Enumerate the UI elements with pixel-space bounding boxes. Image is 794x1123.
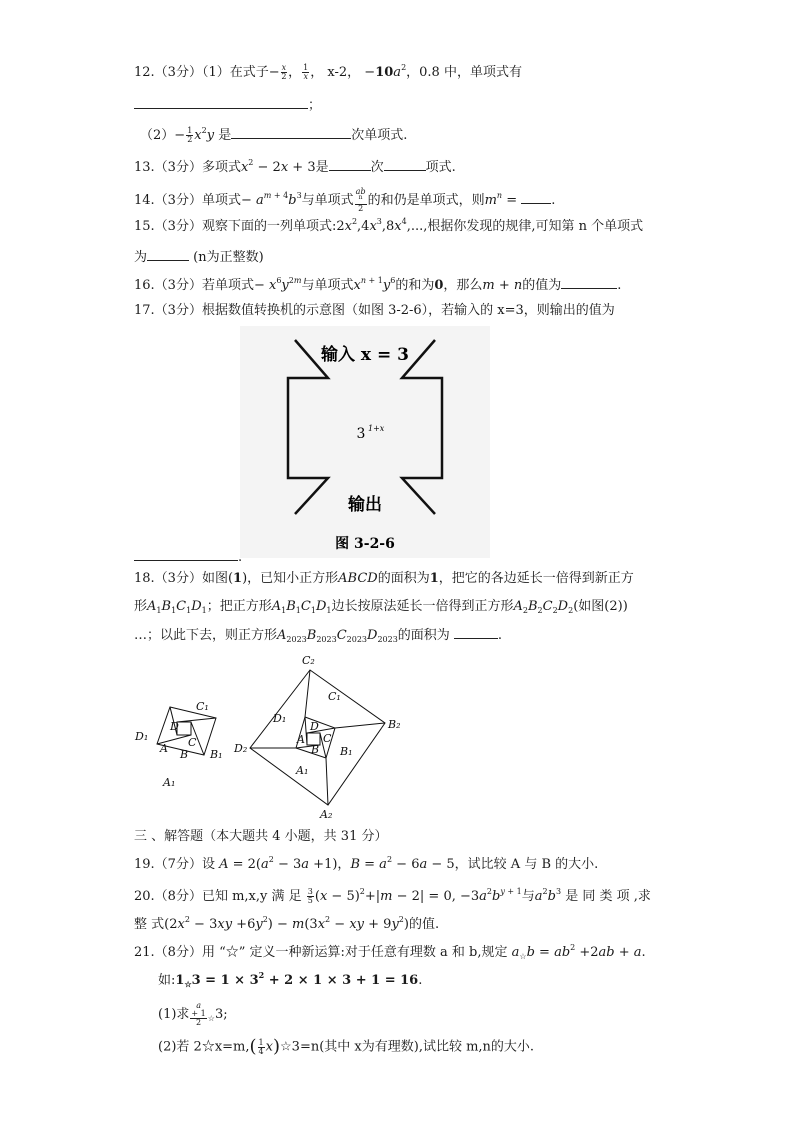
q15-blank[interactable] (147, 246, 189, 261)
q14: 14.（3分）单项式− $a^{m + 4}b^3$与单项式 ab $^n$ 2 的和仍是单项式，则$m^n$ = . (134, 187, 556, 213)
svg-text:C: C (323, 732, 332, 745)
q12-line1: 12.（3分）（1）在式子− $\frac{x}{2}$ ， $\frac{1}{x}$ ， x-2， $-10a^2$，0.8 中，单项式有 (134, 63, 522, 81)
q21-example: 如$:1_☆3 = 1 \times 3^2 + 2 \times 1 \times 3 + 1 = 16$. (158, 970, 423, 989)
svg-text:C₁: C₁ (196, 700, 209, 713)
svg-text:D: D (310, 720, 319, 733)
q12-blank[interactable] (134, 94, 308, 109)
q12-prefix: 12.（3分）（1）在式子 (134, 65, 269, 80)
squares-figure (130, 650, 420, 822)
q12-part2: （2）− $\frac{1}{2}$ $x^2y$ 是 次单项式. (140, 126, 408, 144)
svg-text:B: B (180, 748, 189, 761)
conversion-machine-figure (240, 326, 490, 558)
square-abcd-fig1 (177, 722, 191, 735)
machine-output-label: 输出 (348, 495, 382, 515)
square-a2b2c2d2 (250, 670, 385, 805)
q20-line1: 20.（8分）已知 m,x,y 满 足 $\frac{3}{5}$ $(x - 5)^2+|m - 2| = 0$, $-3a^2b^{y + 1}$与$a^2b^3$ 是 同 类 项 ,求 (134, 887, 651, 905)
q15-line2: 为 (n为正整数) (134, 246, 264, 267)
machine-formula-exponent: 1+x (368, 424, 385, 433)
q13: 13.（3分）多项式$x^2 - 2x + 3$是 次 项式. (134, 158, 456, 175)
section-3-heading: 三 、解答题（本大题共 4 小题，共 31 分） (134, 829, 388, 844)
q17-text: 17.（3分）根据数值转换机的示意图（如图 3-2-6），若输入的 x=3，则输出的值为 (134, 303, 615, 318)
q12-answer-line: ； (134, 94, 321, 115)
frac-1-over-x: $\frac{1}{x}$ (303, 63, 309, 81)
q13-blank2[interactable] (384, 156, 426, 171)
svg-text:B₁: B₁ (210, 748, 223, 761)
q17-blank[interactable] (134, 546, 238, 561)
q18-line1: 18.（3分）如图(1)，已知小正方形ABCD的面积为1，把它的各边延长一倍得到新正方 (134, 571, 634, 586)
svg-text:A₁: A₁ (163, 776, 176, 789)
svg-text:B₁: B₁ (340, 745, 353, 758)
q15-line1: 15.（3分）观察下面的一列单项式$:2x^2,4x^3,8x^4$,...,根据你发现的规律,可知第 n 个单项式 (134, 217, 644, 234)
q17-answer-line: . (134, 546, 242, 567)
figure-1-labels (134, 700, 223, 789)
q20-line2: 整 式$(2x^2 - 3xy +6y^2) - m(3x^2$ − xy + $9y^2$)的值. (134, 915, 440, 932)
svg-text:C₁: C₁ (328, 690, 341, 703)
svg-text:D₁: D₁ (273, 712, 287, 725)
q12-part2-blank[interactable] (231, 124, 351, 139)
svg-text:A: A (297, 733, 305, 746)
q18-blank[interactable] (454, 624, 498, 639)
svg-text:D₂: D₂ (234, 742, 248, 755)
svg-text:A₂: A₂ (320, 808, 333, 821)
svg-text:A₁: A₁ (296, 764, 309, 777)
svg-text:D₁: D₁ (135, 730, 149, 743)
svg-text:B: B (311, 743, 320, 756)
figure-caption: 图 3-2-6 (335, 536, 395, 552)
machine-input-label: 输入 x = 3 (321, 345, 409, 365)
q18-line2: 形$A_1B_1C_1D_1$；把正方形$A_1B_1C_1D_1$边长按原法延长一倍得到正方形$A_2B_2C_2D_2$(如图(2)) (134, 599, 628, 615)
svg-text:C₂: C₂ (302, 654, 315, 667)
q19: 19.（7分）设 $A = 2(a^2 - 3a +1)$，$B = a^2 - 6a - 5$，试比较 A 与 B 的大小. (134, 855, 599, 872)
frac-x-over-2: $\frac{x}{2}$ (281, 63, 287, 81)
machine-right-outline (402, 340, 442, 514)
q13-blank1[interactable] (329, 156, 371, 171)
figure-2 (250, 670, 385, 805)
q21-line1: 21.（8分）用 “☆” 定义一种新运算:对于任意有理数 a 和 b,规定 $a_☆b = ab^2 +2ab + a$. (134, 943, 646, 961)
svg-text:A: A (160, 742, 168, 755)
q14-blank[interactable] (521, 189, 551, 204)
machine-formula-base: 3 (356, 426, 366, 442)
svg-text:C: C (188, 736, 197, 749)
svg-text:B₂: B₂ (388, 718, 401, 731)
svg-text:D: D (170, 720, 179, 733)
q18-line3: …；以此下去，则正方形$A_{2023}B_{2023}C_{2023}D_{2023}$的面积为 . (134, 624, 502, 645)
q21-part1: (1)求 a + 1 2 $_☆$3; (158, 1001, 228, 1027)
squares-svg (130, 650, 420, 822)
conversion-machine-svg (240, 326, 490, 558)
q16-blank[interactable] (561, 274, 617, 289)
machine-left-outline (288, 340, 328, 514)
q16: 16.（3分）若单项式− $x^6y^{2m}$与单项式$x^{n + 1}y^6$的和为0，那么m + n的值为 . (134, 276, 622, 293)
q21-part2: (2)若 2☆x=m,( $\frac{1}{4}$ x)☆3=n(其中 x为有理数),试比较 m,n的大小. (158, 1036, 535, 1057)
